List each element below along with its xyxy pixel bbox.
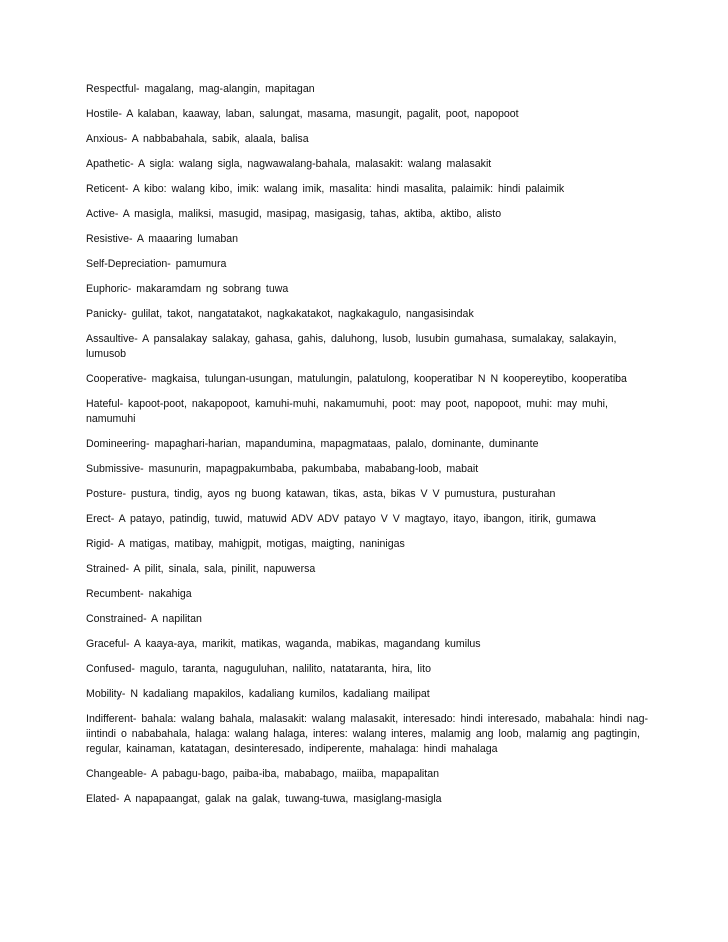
entry-respectful: Respectful- magalang, mag-alangin, mapitagan [86, 83, 315, 95]
entry-graceful: Graceful- A kaaya-aya, marikit, matikas, waganda, mabikas, magandang kumilus [86, 638, 481, 650]
entry-submissive: Submissive- masunurin, mapagpakumbaba, pakumbaba, mababang-loob, mabait [86, 463, 479, 475]
entry-panicky: Panicky- gulilat, takot, nangatatakot, nagkakatakot, nagkakagulo, nangasisindak [86, 308, 474, 320]
entry-resistive: Resistive- A maaaring lumaban [86, 233, 239, 245]
entry-elated: Elated- A napapaangat, galak na galak, tuwang-tuwa, masiglang-masigla [86, 793, 442, 805]
entry-domineering: Domineering- mapaghari-harian, mapandumina, mapagmataas, palalo, dominante, duminante [86, 438, 539, 450]
entry-self-depreciation: Self-Depreciation- pamumura [86, 258, 227, 270]
entry-anxious: Anxious- A nabbabahala, sabik, alaala, balisa [86, 133, 309, 145]
entry-erect: Erect- A patayo, patindig, tuwid, matuwid ADV ADV patayo V V magtayo, itayo, ibangon, itirik, gumawa [86, 513, 596, 525]
entry-reticent: Reticent- A kibo: walang kibo, imik: walang imik, masalita: hindi masalita, palaimik: hindi palaimik [86, 183, 565, 195]
entry-euphoric: Euphoric- makaramdam ng sobrang tuwa [86, 283, 289, 295]
entry-constrained: Constrained- A napilitan [86, 613, 202, 625]
document-page [86, 82, 656, 817]
entry-cooperative: Cooperative- magkaisa, tulungan-usungan, matulungin, palatulong, kooperatibar N N koopereytibo, kooperatiba [86, 373, 627, 385]
entry-hateful: Hateful- kapoot-poot, nakapopoot, kamuhi-muhi, nakamumuhi, poot: may poot, napopoot, muhi: may muhi, namumuhi [86, 398, 608, 425]
entry-rigid: Rigid- A matigas, matibay, mahigpit, motigas, maigting, naninigas [86, 538, 405, 550]
entry-active: Active- A masigla, maliksi, masugid, masipag, masigasig, tahas, aktiba, aktibo, alisto [86, 208, 502, 220]
entry-recumbent: Recumbent- nakahiga [86, 588, 192, 600]
entry-mobility: Mobility- N kadaliang mapakilos, kadaliang kumilos, kadaliang mailipat [86, 688, 430, 700]
entry-posture: Posture- pustura, tindig, ayos ng buong katawan, tikas, asta, bikas V V pumustura, pusturahan [86, 488, 556, 500]
entry-apathetic: Apathetic- A sigla: walang sigla, nagwawalang-bahala, malasakit: walang malasakit [86, 158, 492, 170]
entry-confused: Confused- magulo, taranta, naguguluhan, nalilito, natataranta, hira, lito [86, 663, 431, 675]
entry-changeable: Changeable- A pabagu-bago, paiba-iba, mababago, maiiba, mapapalitan [86, 768, 440, 780]
entry-indifferent: Indifferent- bahala: walang bahala, malasakit: walang malasakit, interesado: hindi interesado, mabahala: hindi nag-iintindi o nababahala, halaga: walang halaga, interes: walang interes, malamig ang loob, malamig ang pagtingin, regular, kainaman, katatagan, desinteresado, indiperente, mahalaga: hindi mahalaga [86, 713, 649, 755]
entry-strained: Strained- A pilit, sinala, sala, pinilit, napuwersa [86, 563, 316, 575]
entry-assaultive: Assaultive- A pansalakay salakay, gahasa, gahis, daluhong, lusob, lusubin gumahasa, sumalakay, salakayin, lumusob [86, 333, 617, 360]
entry-hostile: Hostile- A kalaban, kaaway, laban, salungat, masama, masungit, pagalit, poot, napopoot [86, 108, 519, 120]
